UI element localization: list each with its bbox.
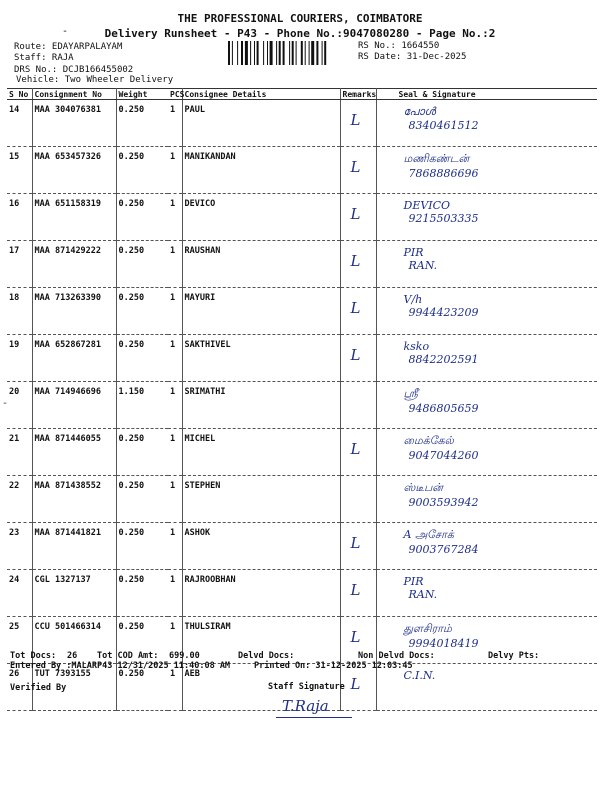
barcode-bar <box>322 41 323 65</box>
cell-sno: 19 <box>7 335 32 382</box>
cell-sno: 17 <box>7 241 32 288</box>
cell-weight: 0.250 <box>116 476 168 523</box>
signature-underline <box>276 717 352 718</box>
barcode-bar <box>311 41 314 65</box>
cell-remarks <box>340 476 376 523</box>
cell-pcs: 1 <box>168 288 182 335</box>
cell-sno: 22 <box>7 476 32 523</box>
recipient-phone: 9003767284 <box>408 543 479 556</box>
entered-by: Entered By :MALARP43 12/31/2025 11:40:08 AM <box>10 661 231 671</box>
cell-weight: 0.250 <box>116 664 168 711</box>
barcode-bar <box>316 41 318 65</box>
verified-by-label: Verified By <box>10 683 67 693</box>
cell-consignee: MANIKANDAN <box>182 147 340 194</box>
cell-consignment-no: MAA 304076381 <box>32 100 116 147</box>
cell-consignee: SAKTHIVEL <box>182 335 340 382</box>
cell-sno: 23 <box>7 523 32 570</box>
barcode-bar <box>267 41 268 65</box>
cell-weight: 0.250 <box>116 523 168 570</box>
table-row <box>7 476 597 523</box>
barcode-bar <box>254 41 255 65</box>
cell-remarks <box>340 194 376 241</box>
cell-remarks <box>340 100 376 147</box>
drs-number: DRS No.: DCJB166455002 <box>14 65 134 75</box>
cell-consignee: MICHEL <box>182 429 340 476</box>
cell-consignment-no: MAA 871438552 <box>32 476 116 523</box>
cell-consignment-no: MAA 713263390 <box>32 288 116 335</box>
cell-weight: 0.250 <box>116 335 168 382</box>
barcode-icon <box>228 41 354 65</box>
delivered-mark: L <box>350 299 361 317</box>
cell-seal-signature <box>376 335 597 382</box>
cell-consignment-no: MAA 652867281 <box>32 335 116 382</box>
cell-pcs: 1 <box>168 476 182 523</box>
cell-sno: 25 <box>7 617 32 664</box>
cell-pcs: 1 <box>168 617 182 664</box>
cell-consignment-no: MAA 871446055 <box>32 429 116 476</box>
recipient-signature: PIR <box>403 575 424 588</box>
barcode-bar <box>296 41 297 65</box>
tot-docs-value: 26 <box>67 651 78 661</box>
delivered-mark: L <box>350 440 361 458</box>
cell-consignee: RAJROOBHAN <box>182 570 340 617</box>
barcode-bar <box>257 41 259 65</box>
cell-consignee: RAUSHAN <box>182 241 340 288</box>
recipient-phone: 9003593942 <box>408 496 479 509</box>
recipient-signature: V/h <box>403 293 423 306</box>
delivered-mark: L <box>350 205 361 223</box>
recipient-signature: ஸ்டீபன் <box>403 481 443 494</box>
cell-pcs: 1 <box>168 100 182 147</box>
cell-consignee: STEPHEN <box>182 476 340 523</box>
cell-sno: 20 <box>7 382 32 429</box>
delivered-mark: L <box>350 158 361 176</box>
runsheet-title: Delivery Runsheet - P43 - Phone No.:9047080280 - Page No.:2 <box>104 27 496 40</box>
cell-consignee: AEB <box>182 664 340 711</box>
recipient-signature: പോൾ <box>403 105 436 118</box>
cell-remarks <box>340 288 376 335</box>
recipient-signature: துளசிராம் <box>403 622 452 635</box>
cell-sno: 18 <box>7 288 32 335</box>
recipient-phone: 9215503335 <box>408 212 479 225</box>
cell-seal-signature <box>376 570 597 617</box>
staff-signature-label: Staff Signature <box>268 682 345 692</box>
cell-consignee: THULSIRAM <box>182 617 340 664</box>
header-dash: - <box>62 26 69 37</box>
cell-pcs: 1 <box>168 147 182 194</box>
barcode-bar <box>276 41 277 65</box>
staff-signature: T.Raja <box>282 697 329 715</box>
cell-seal-signature <box>376 382 597 429</box>
cell-seal-signature <box>376 476 597 523</box>
barcode-bar <box>250 41 251 65</box>
cell-pcs: 1 <box>168 429 182 476</box>
delivered-mark: L <box>350 111 361 129</box>
cell-sno: 14 <box>7 100 32 147</box>
recipient-signature: PIR <box>403 246 424 259</box>
tot-docs-label: Tot Docs: <box>10 651 57 661</box>
cell-weight: 0.250 <box>116 617 168 664</box>
barcode-bar <box>263 41 264 65</box>
recipient-signature: C.I.N. <box>403 669 436 682</box>
barcode-bar <box>232 41 233 65</box>
company-title: THE PROFESSIONAL COURIERS, COIMBATORE <box>177 12 423 25</box>
cell-remarks <box>340 570 376 617</box>
cell-weight: 0.250 <box>116 570 168 617</box>
cell-consignment-no: CGL 1327137 <box>32 570 116 617</box>
delvd-docs-label: Delvd Docs: <box>238 651 295 661</box>
printed-on: Printed On: 31-12-2025 12:03:45 <box>254 661 413 671</box>
cell-consignee: MAYURI <box>182 288 340 335</box>
cell-consignment-no: MAA 871429222 <box>32 241 116 288</box>
recipient-phone: RAN. <box>408 588 438 601</box>
cell-seal-signature <box>376 429 597 476</box>
recipient-phone: 9944423209 <box>408 306 479 319</box>
cell-consignment-no: MAA 651158319 <box>32 194 116 241</box>
cell-seal-signature <box>376 147 597 194</box>
recipient-phone: 9994018419 <box>408 637 479 650</box>
recipient-signature: A அசோக் <box>403 528 454 541</box>
cell-consignment-no: CCU 501466314 <box>32 617 116 664</box>
cell-weight: 0.250 <box>116 194 168 241</box>
vehicle-label: Vehicle: Two Wheeler Delivery <box>16 75 174 85</box>
cell-remarks <box>340 335 376 382</box>
non-delvd-docs-label: Non Delvd Docs: <box>358 651 435 661</box>
barcode-bar <box>283 41 285 65</box>
cell-pcs: 1 <box>168 382 182 429</box>
rs-number: RS No.: 1664550 <box>358 41 440 51</box>
cell-sno: 24 <box>7 570 32 617</box>
cell-remarks <box>340 241 376 288</box>
barcode-bar <box>289 41 290 65</box>
table-row <box>7 100 597 147</box>
cell-weight: 0.250 <box>116 288 168 335</box>
col-consignee: Consignee Details <box>182 89 340 100</box>
barcode-bar <box>237 41 238 65</box>
delivered-mark: L <box>350 534 361 552</box>
tot-cod-value: 699.00 <box>169 651 200 661</box>
table-row <box>7 335 597 382</box>
recipient-signature: மணிகண்டன் <box>403 152 470 165</box>
cell-pcs: 1 <box>168 570 182 617</box>
cell-consignee: ASHOK <box>182 523 340 570</box>
recipient-signature: ksko <box>403 340 430 353</box>
staff-label: Staff: RAJA <box>14 53 74 63</box>
barcode-bar <box>279 41 281 65</box>
col-seal: Seal & Signature <box>376 89 597 100</box>
col-pcs: PCS <box>170 89 185 99</box>
table-row <box>7 382 597 429</box>
cell-pcs: 1 <box>168 523 182 570</box>
cell-remarks <box>340 382 376 429</box>
col-sno: S No <box>7 89 32 100</box>
cell-seal-signature <box>376 194 597 241</box>
cell-sno: 15 <box>7 147 32 194</box>
margin-dash: - <box>2 398 9 409</box>
delivered-mark: L <box>350 628 361 646</box>
cell-consignment-no: MAA 871441821 <box>32 523 116 570</box>
cell-consignment-no: MAA 714946696 <box>32 382 116 429</box>
cell-remarks <box>340 523 376 570</box>
barcode-bar <box>270 41 273 65</box>
table-row <box>7 147 597 194</box>
cell-seal-signature <box>376 288 597 335</box>
table-row <box>7 570 597 617</box>
cell-consignee: SRIMATHI <box>182 382 340 429</box>
recipient-phone: 7868886696 <box>408 167 479 180</box>
barcode-bar <box>245 41 248 65</box>
recipient-phone: 8842202591 <box>408 353 479 366</box>
cell-pcs: 1 <box>168 194 182 241</box>
table-row <box>7 241 597 288</box>
cell-weight: 0.250 <box>116 241 168 288</box>
barcode-bar <box>309 41 310 65</box>
cell-consignee: DEVICO <box>182 194 340 241</box>
col-consignment: Consignment No <box>32 89 116 100</box>
recipient-phone: 9486805659 <box>408 402 479 415</box>
table-header-row <box>7 89 597 100</box>
rs-date: RS Date: 31-Dec-2025 <box>358 52 467 62</box>
delivered-mark: L <box>350 252 361 270</box>
cell-pcs: 1 <box>168 241 182 288</box>
cell-pcs: 1 <box>168 335 182 382</box>
barcode-bar <box>305 41 306 65</box>
barcode-bar <box>301 41 303 65</box>
cell-seal-signature <box>376 523 597 570</box>
cell-sno: 26 <box>7 664 32 711</box>
cell-weight: 0.250 <box>116 429 168 476</box>
cell-weight: 1.150 <box>116 382 168 429</box>
cell-seal-signature <box>376 100 597 147</box>
cell-remarks <box>340 429 376 476</box>
delivered-mark: L <box>350 346 361 364</box>
recipient-signature: ஸ்ரீ <box>403 387 418 400</box>
cell-consignment-no: MAA 653457326 <box>32 147 116 194</box>
table-row <box>7 194 597 241</box>
recipient-signature: மைக்கேல் <box>403 434 454 447</box>
barcode-bar <box>228 41 230 65</box>
table-row <box>7 429 597 476</box>
table-row <box>7 523 597 570</box>
barcode-bar <box>241 41 243 65</box>
runsheet-table <box>7 88 597 711</box>
cell-pcs: 1 <box>168 664 182 711</box>
cell-weight: 0.250 <box>116 100 168 147</box>
cell-seal-signature <box>376 241 597 288</box>
route-label: Route: EDAYARPALAYAM <box>14 42 123 52</box>
cell-consignee: PAUL <box>182 100 340 147</box>
cell-consignment-no: TUT 7393155 <box>32 664 116 711</box>
delivered-mark: L <box>350 675 361 693</box>
delivered-mark: L <box>350 581 361 599</box>
col-remarks: Remarks <box>340 89 376 100</box>
cell-sno: 16 <box>7 194 32 241</box>
barcode-bar <box>324 41 326 65</box>
col-weight: Weight <box>116 89 168 100</box>
table-row <box>7 288 597 335</box>
cell-sno: 21 <box>7 429 32 476</box>
recipient-phone: RAN. <box>408 259 438 272</box>
cell-remarks <box>340 147 376 194</box>
recipient-phone: 8340461512 <box>408 119 479 132</box>
recipient-signature: DEVICO <box>403 199 451 212</box>
cell-weight: 0.250 <box>116 147 168 194</box>
delvy-pts-label: Delvy Pts: <box>488 651 540 661</box>
barcode-bar <box>292 41 294 65</box>
tot-cod-label: Tot COD Amt: <box>97 651 159 661</box>
recipient-phone: 9047044260 <box>408 449 479 462</box>
